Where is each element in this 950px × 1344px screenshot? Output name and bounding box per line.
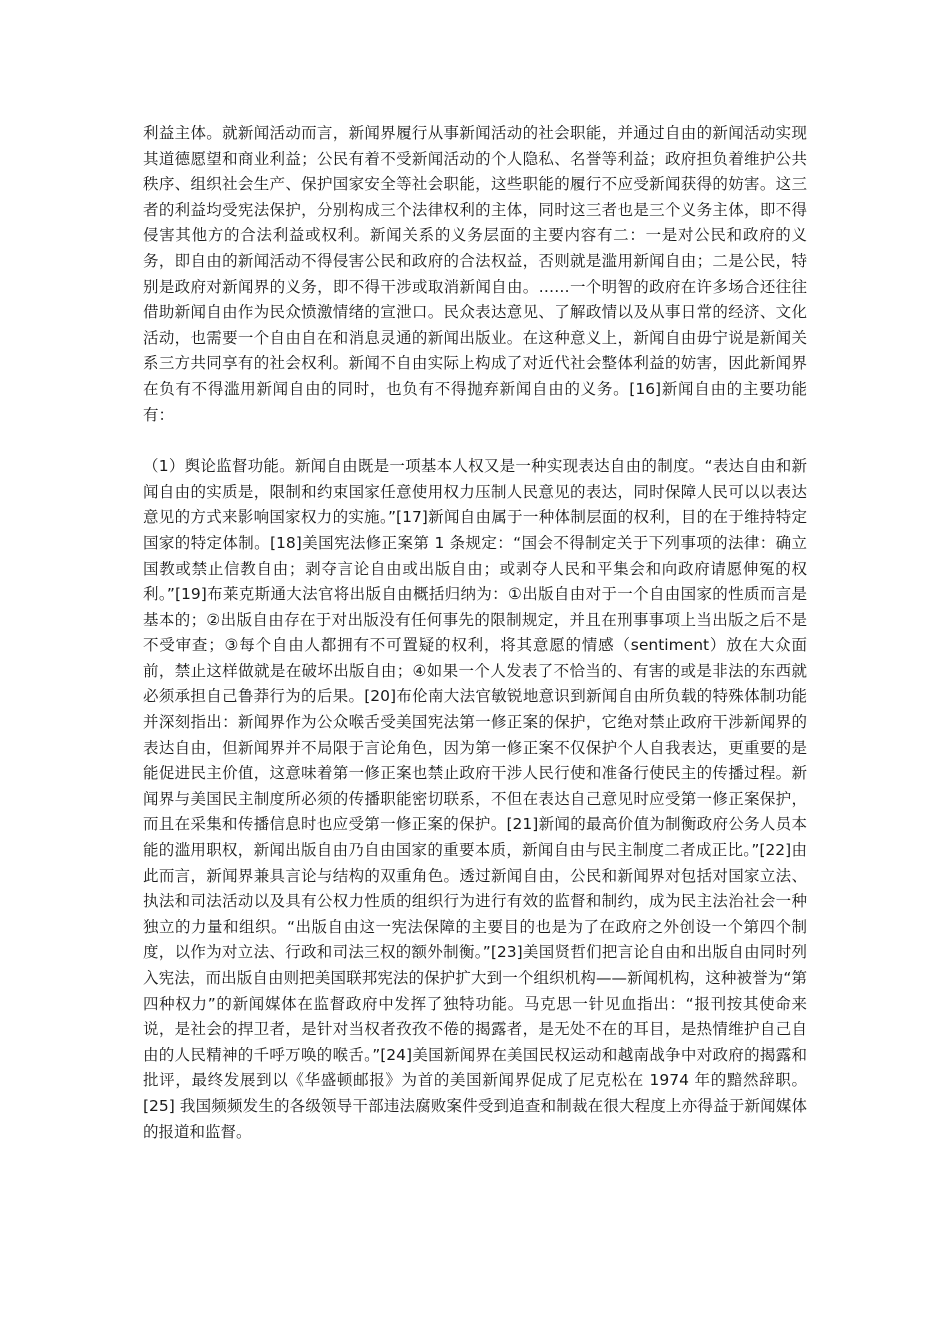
body-paragraph-1: 利益主体。就新闻活动而言，新闻界履行从事新闻活动的社会职能，并通过自由的新闻活动实现其道德愿望和商业利益；公民有着不受新闻活动的个人隐私、名誉等利益；政府担负着维护公共秩序、组织社会生产、保护国家安全等社会职能，这些职能的履行不应受新闻获得的妨害。这三者的利益均受宪法保护，分别构成三个法律权利的主体，同时这三者也是三个义务主体，即不得侵害其他方的合法利益或权利。新闻关系的义务层面的主要内容有二：一是对公民和政府的义务，即自由的新闻活动不得侵害公民和政府的合法权益，否则就是滥用新闻自由；二是公民，特别是政府对新闻界的义务，即不得干涉或取消新闻自由。……一个明智的政府在许多场合还往往借助新闻自由作为民众愤激情绪的宣泄口。民众表达意见、了解政情以及从事日常的经济、文化活动，也需要一个自由自在和消息灵通的新闻出版业。在这种意义上，新闻自由毋宁说是新闻关系三方共同享有的社会权利。新闻不自由实际上构成了对近代社会整体利益的妨害，因此新闻界在负有不得滥用新闻自由的同时，也负有不得抛弃新闻自由的义务。[16]新闻自由的主要功能有： [143,124,807,424]
body-paragraph-2: （1）舆论监督功能。新闻自由既是一项基本人权又是一种实现表达自由的制度。“表达自由和新闻自由的实质是，限制和约束国家任意使用权力压制人民意见的表达，同时保障人民可以以表达意见的方式来影响国家权力的实施。”[17]新闻自由属于一种体制层面的权利，目的在于维持特定国家的特定体制。[18]美国宪法修正案第 1 条规定：“国会不得制定关于下列事项的法律：确立国教或禁止信教自由；剥夺言论自由或出版自由；或剥夺人民和平集会和向政府请愿伸冤的权利。”[19]布莱克斯通大法官将出版自由概括归纳为：①出版自由对于一个自由国家的性质而言是基本的；②出版自由存在于对出版没有任何事先的限制规定，并且在刑事事项上当出版之后不是不受审查；③每个自由人都拥有不可置疑的权利，将其意愿的情感（sentiment）放在大众面前，禁止这样做就是在破坏出版自由；④如果一个人发表了不恰当的、有害的或是非法的东西就必须承担自己鲁莽行为的后果。[20]布伦南大法官敏锐地意识到新闻自由所负载的特殊体制功能并深刻指出：新闻界作为公众喉舌受美国宪法第一修正案的保护，它绝对禁止政府干涉新闻界的表达自由，但新闻界并不局限于言论角色，因为第一修正案不仅保护个人自我表达，更重要的是能促进民主价值，这意味着第一修正案也禁止政府干涉人民行使和准备行使民主的传播过程。新闻界与美国民主制度所必须的传播职能密切联系，不但在表达自己意见时应受第一修正案保护，而且在采集和传播信息时也应受第一修正案的保护。[21]新闻的最高价值为制衡政府公务人员本能的滥用职权，新闻出版自由乃自由国家的重要本质，新闻自由与民主制度二者成正比。”[22]由此而言，新闻界兼具言论与结构的双重角色。透过新闻自由，公民和新闻界对包括对国家立法、执法和司法活动以及具有公权力性质的组织行为进行有效的监督和制约，成为民主法治社会一种独立的力量和组织。“出版自由这一宪法保障的主要目的也是为了在政府之外创设一个第四个制度，以作为对立法、行政和司法三权的额外制衡。”[23]美国贤哲们把言论自由和出版自由同时列入宪法，而出版自由则把美国联邦宪法的保护扩大到一个组织机构——新闻机构，这种被誉为“第四种权力”的新闻媒体在监督政府中发挥了独特功能。马克思一针见血指出：“报刊按其使命来说，是社会的捍卫者，是针对当权者孜孜不倦的揭露者，是无处不在的耳目，是热情维护自己自由的人民精神的千呼万唤的喉舌。”[24]美国新闻界在美国民权运动和越南战争中对政府的揭露和批评，最终发展到以《华盛顿邮报》为首的美国新闻界促成了尼克松在 1974 年的黯然辞职。[25] 我国频频发生的各级领导干部违法腐败案件受到追查和制裁在很大程度上亦得益于新闻媒体的报道和监督。 [143,457,807,1141]
paragraph-spacer [143,428,807,454]
document-page [143,121,807,1145]
